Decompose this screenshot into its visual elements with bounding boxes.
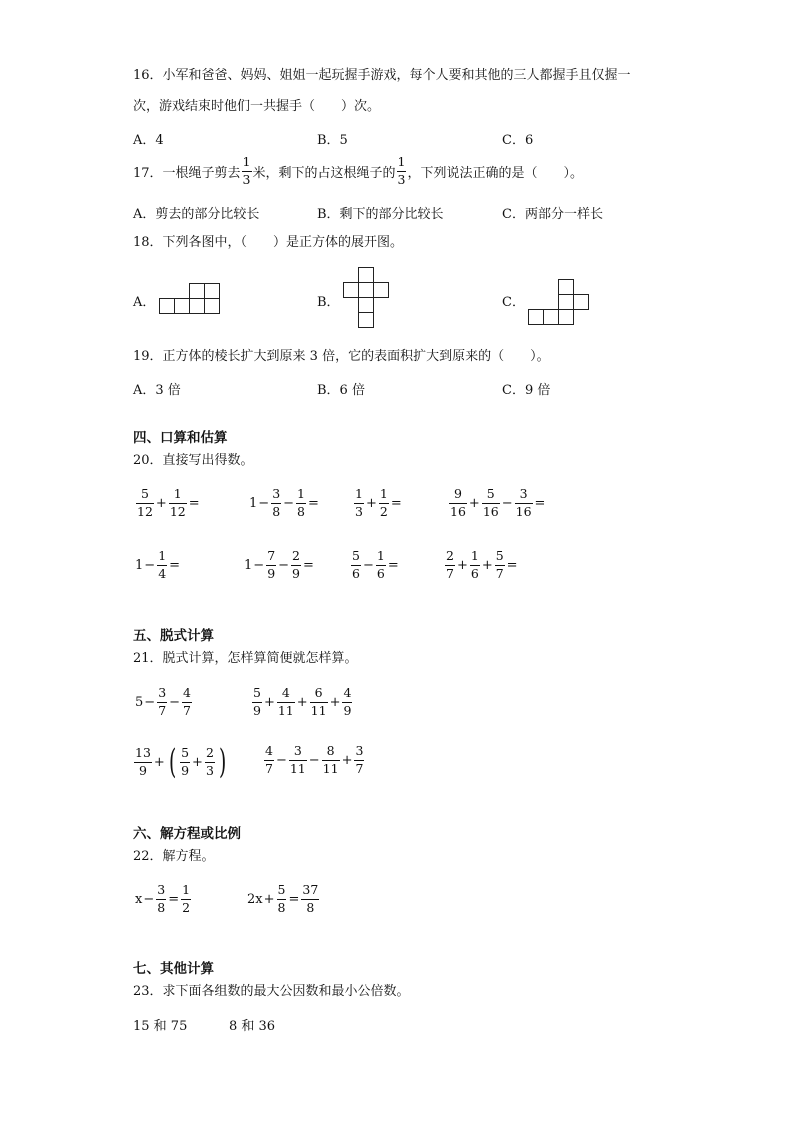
q20-expr-8 (444, 550, 519, 580)
fraction (134, 747, 152, 777)
operator: = (390, 495, 402, 511)
q21-stem: 21．脱式计算，怎样算简便就怎样算。 (133, 651, 358, 666)
numerator: 2 (205, 747, 215, 763)
q17-fraction-2 (397, 156, 407, 186)
operator: + (468, 495, 480, 511)
fraction (182, 687, 192, 717)
operator: + (365, 495, 377, 511)
q19-stem: 19．正方体的棱长扩大到原来 3 倍，它的表面积扩大到原来的（ ）。 (133, 349, 550, 364)
numerator: 1 (296, 488, 306, 504)
denominator: 16 (450, 503, 466, 519)
operator: + (296, 694, 308, 710)
fraction (277, 884, 287, 914)
numerator: 5 (180, 747, 190, 763)
fraction (205, 747, 215, 777)
operator: = (387, 557, 399, 573)
denominator: 3 (205, 762, 214, 778)
denominator: 11 (289, 760, 306, 776)
numerator: 5 (277, 884, 287, 900)
denominator: 11 (322, 760, 339, 776)
q21-expr-1: 5 − $\frac{3}{7}$ − $\frac{4}{7}$ (135, 685, 191, 718)
operator: + (263, 694, 275, 710)
section-4-title: 四、口算和估算 (133, 430, 228, 446)
numerator: 7 (266, 550, 276, 566)
denominator: 9 (138, 762, 147, 778)
numerator: 1 (470, 550, 480, 566)
numerator: 1 (169, 488, 187, 504)
denominator: 2 (182, 899, 191, 915)
denominator: 12 (137, 503, 153, 519)
fraction (351, 550, 361, 580)
fraction (379, 488, 389, 518)
operator: − (501, 495, 513, 511)
operator: − (144, 557, 156, 573)
operator: − (253, 557, 265, 573)
right-paren: ) (218, 742, 227, 782)
operator: + (481, 557, 493, 573)
fraction (495, 550, 505, 580)
denominator: 6 (470, 565, 479, 581)
operator: + (155, 495, 167, 511)
numerator: 5 (482, 488, 500, 504)
q19-option-a[interactable]: A．3 倍 (133, 383, 181, 398)
q22-equation-1: x − $\frac{3}{8}$ = $\frac{1}{2}$ (135, 882, 191, 915)
q23-group-2: 8 和 36 (229, 1019, 276, 1034)
operator: − (278, 557, 290, 573)
denominator: 4 (158, 565, 167, 581)
numerator: 4 (182, 687, 192, 703)
q16-line2: 次，游戏结束时他们一共握手（ ）次。 (133, 99, 381, 114)
q21-expr-4 (263, 745, 365, 775)
q20-expr-1 (135, 488, 201, 518)
operator: + (192, 754, 203, 770)
fraction (277, 687, 295, 717)
q20-expr-3 (353, 488, 403, 518)
fraction (445, 550, 455, 580)
fraction (296, 488, 306, 518)
denominator: 3 (397, 171, 406, 187)
q19-option-c[interactable]: C．9 倍 (502, 383, 551, 398)
numerator: 2 (445, 550, 455, 566)
fraction (376, 550, 386, 580)
fraction (342, 687, 352, 717)
numerator: 4 (277, 687, 295, 703)
fraction (322, 745, 340, 775)
numerator: 37 (301, 884, 319, 900)
numerator: 9 (449, 488, 467, 504)
numerator: 13 (134, 747, 152, 763)
q17-text-1: 17．一根绳子剪去 (133, 165, 241, 181)
q22-equation-2: 2x + $\frac{5}{8}$ = $\frac{37}{8}$ (247, 882, 319, 915)
section-5-title: 五、脱式计算 (133, 628, 214, 644)
numerator: 1 (376, 550, 386, 566)
denominator: 9 (181, 762, 190, 778)
operator: = (188, 495, 200, 511)
operator: = (534, 495, 546, 511)
denominator: 16 (515, 503, 532, 519)
operator: + (263, 891, 275, 907)
fraction (301, 884, 319, 914)
fraction (515, 488, 533, 518)
section-7-title: 七、其他计算 (133, 961, 214, 977)
operator: + (341, 752, 353, 768)
denominator: 6 (376, 565, 385, 581)
q17-text-2: 米，剩下的占这根绳子的 (252, 165, 396, 181)
denominator: 9 (343, 702, 352, 718)
denominator: 11 (310, 702, 327, 718)
q16-option-b[interactable]: B．5 (317, 133, 348, 148)
q18-option-c[interactable]: C． (502, 295, 525, 310)
q20-expr-2: 1 − $\frac{3}{8}$ − $\frac{1}{8}$ = (249, 486, 319, 519)
operator: + (456, 557, 468, 573)
q17-option-c[interactable]: C．两部分一样长 (502, 207, 603, 222)
operator: = (288, 891, 300, 907)
fraction (181, 884, 191, 914)
denominator: 8 (157, 899, 166, 915)
numerator: 3 (354, 745, 364, 761)
cube-net-c-figure (527, 278, 591, 327)
operator: − (169, 694, 181, 710)
operator: = (168, 891, 180, 907)
operator: − (308, 752, 320, 768)
operator: + (329, 694, 341, 710)
numerator: 4 (342, 687, 352, 703)
denominator: 8 (297, 503, 305, 519)
operator: − (275, 752, 287, 768)
numerator: 3 (157, 687, 167, 703)
operator: − (283, 495, 295, 511)
fraction (169, 488, 187, 518)
q20-stem: 20．直接写出得数。 (133, 453, 254, 468)
operator: = (308, 495, 319, 511)
operator: − (143, 891, 155, 907)
q22-stem: 22．解方程。 (133, 849, 215, 864)
denominator: 7 (355, 760, 364, 776)
q17-option-b[interactable]: B．剩下的部分比较长 (317, 207, 444, 222)
denominator: 16 (482, 503, 499, 519)
numerator: 2 (291, 550, 301, 566)
fraction (252, 687, 262, 717)
denominator: 3 (242, 171, 251, 187)
numerator: 5 (351, 550, 361, 566)
q21-expr-3 (133, 742, 229, 782)
numerator: 6 (310, 687, 328, 703)
operator: − (144, 694, 156, 710)
denominator: 7 (265, 760, 273, 776)
numerator: 1 (354, 488, 364, 504)
q20-expr-6: 1 − $\frac{7}{9}$ − $\frac{2}{9}$ = (244, 548, 314, 581)
numerator: 8 (322, 745, 340, 761)
numerator: 1 (379, 488, 389, 504)
q21-expr-2 (251, 687, 353, 717)
numerator: 5 (495, 550, 505, 566)
q20-expr-5: 1 − $\frac{1}{4}$ = (135, 548, 181, 581)
fraction (157, 550, 167, 580)
q19-option-b[interactable]: B．6 倍 (317, 383, 365, 398)
q18-option-a[interactable]: A． (133, 295, 156, 310)
denominator: 7 (495, 565, 504, 581)
operator: = (303, 557, 314, 573)
q18-option-b[interactable]: B． (317, 295, 340, 310)
denominator: 9 (292, 565, 300, 581)
denominator: 7 (158, 702, 167, 718)
q23-group-1: 15 和 75 (133, 1019, 188, 1034)
q20-expr-7 (350, 550, 400, 580)
numerator: 3 (271, 488, 281, 504)
left-paren: ( (168, 742, 177, 782)
denominator: 8 (277, 899, 286, 915)
fraction (470, 550, 480, 580)
numerator: 3 (156, 884, 166, 900)
fraction (310, 687, 328, 717)
cube-net-a-figure (158, 282, 222, 316)
q17-option-a[interactable]: A．剪去的部分比较长 (133, 207, 260, 222)
fraction (156, 884, 166, 914)
numerator: 3 (515, 488, 533, 504)
q18-stem: 18．下列各图中，（ ）是正方体的展开图。 (133, 235, 404, 250)
operator: + (153, 754, 165, 770)
q16-option-c[interactable]: C．6 (502, 133, 534, 148)
fraction (266, 550, 276, 580)
numerator: 1 (181, 884, 191, 900)
q17-text-3: ，下列说法正确的是（ ）。 (407, 165, 583, 181)
fraction (354, 745, 364, 775)
denominator: 9 (253, 702, 261, 718)
section-6-title: 六、解方程或比例 (133, 826, 241, 842)
fraction (136, 488, 154, 518)
q20-expr-4 (448, 488, 546, 518)
fraction (264, 745, 274, 775)
numerator: 3 (289, 745, 307, 761)
fraction (271, 488, 281, 518)
denominator: 6 (352, 565, 360, 581)
operator: − (258, 495, 270, 511)
denominator: 8 (306, 899, 315, 915)
operator: − (362, 557, 374, 573)
numerator: 1 (242, 156, 252, 172)
denominator: 7 (446, 565, 454, 581)
q17-stem (133, 156, 583, 186)
cube-net-b-figure (342, 266, 391, 330)
q16-option-a[interactable]: A．4 (133, 133, 164, 148)
fraction (289, 745, 307, 775)
fraction (449, 488, 467, 518)
denominator: 3 (355, 503, 363, 519)
fraction (180, 747, 190, 777)
numerator: 5 (252, 687, 262, 703)
fraction (157, 687, 167, 717)
numerator: 4 (264, 745, 274, 761)
numerator: 1 (157, 550, 167, 566)
denominator: 8 (272, 503, 281, 519)
fraction (482, 488, 500, 518)
denominator: 11 (277, 702, 294, 718)
numerator: 1 (397, 156, 407, 172)
q16-line1: 16．小军和爸爸、妈妈、姐姐一起玩握手游戏，每个人要和其他的三人都握手且仅握一 (133, 68, 631, 83)
denominator: 7 (183, 702, 191, 718)
q23-stem: 23．求下面各组数的最大公因数和最小公倍数。 (133, 984, 410, 999)
q17-fraction-1 (242, 156, 252, 186)
denominator: 9 (267, 565, 276, 581)
denominator: 2 (379, 503, 388, 519)
operator: = (169, 557, 181, 573)
numerator: 5 (136, 488, 154, 504)
fraction (291, 550, 301, 580)
operator: = (506, 557, 518, 573)
fraction (354, 488, 364, 518)
denominator: 12 (169, 503, 186, 519)
